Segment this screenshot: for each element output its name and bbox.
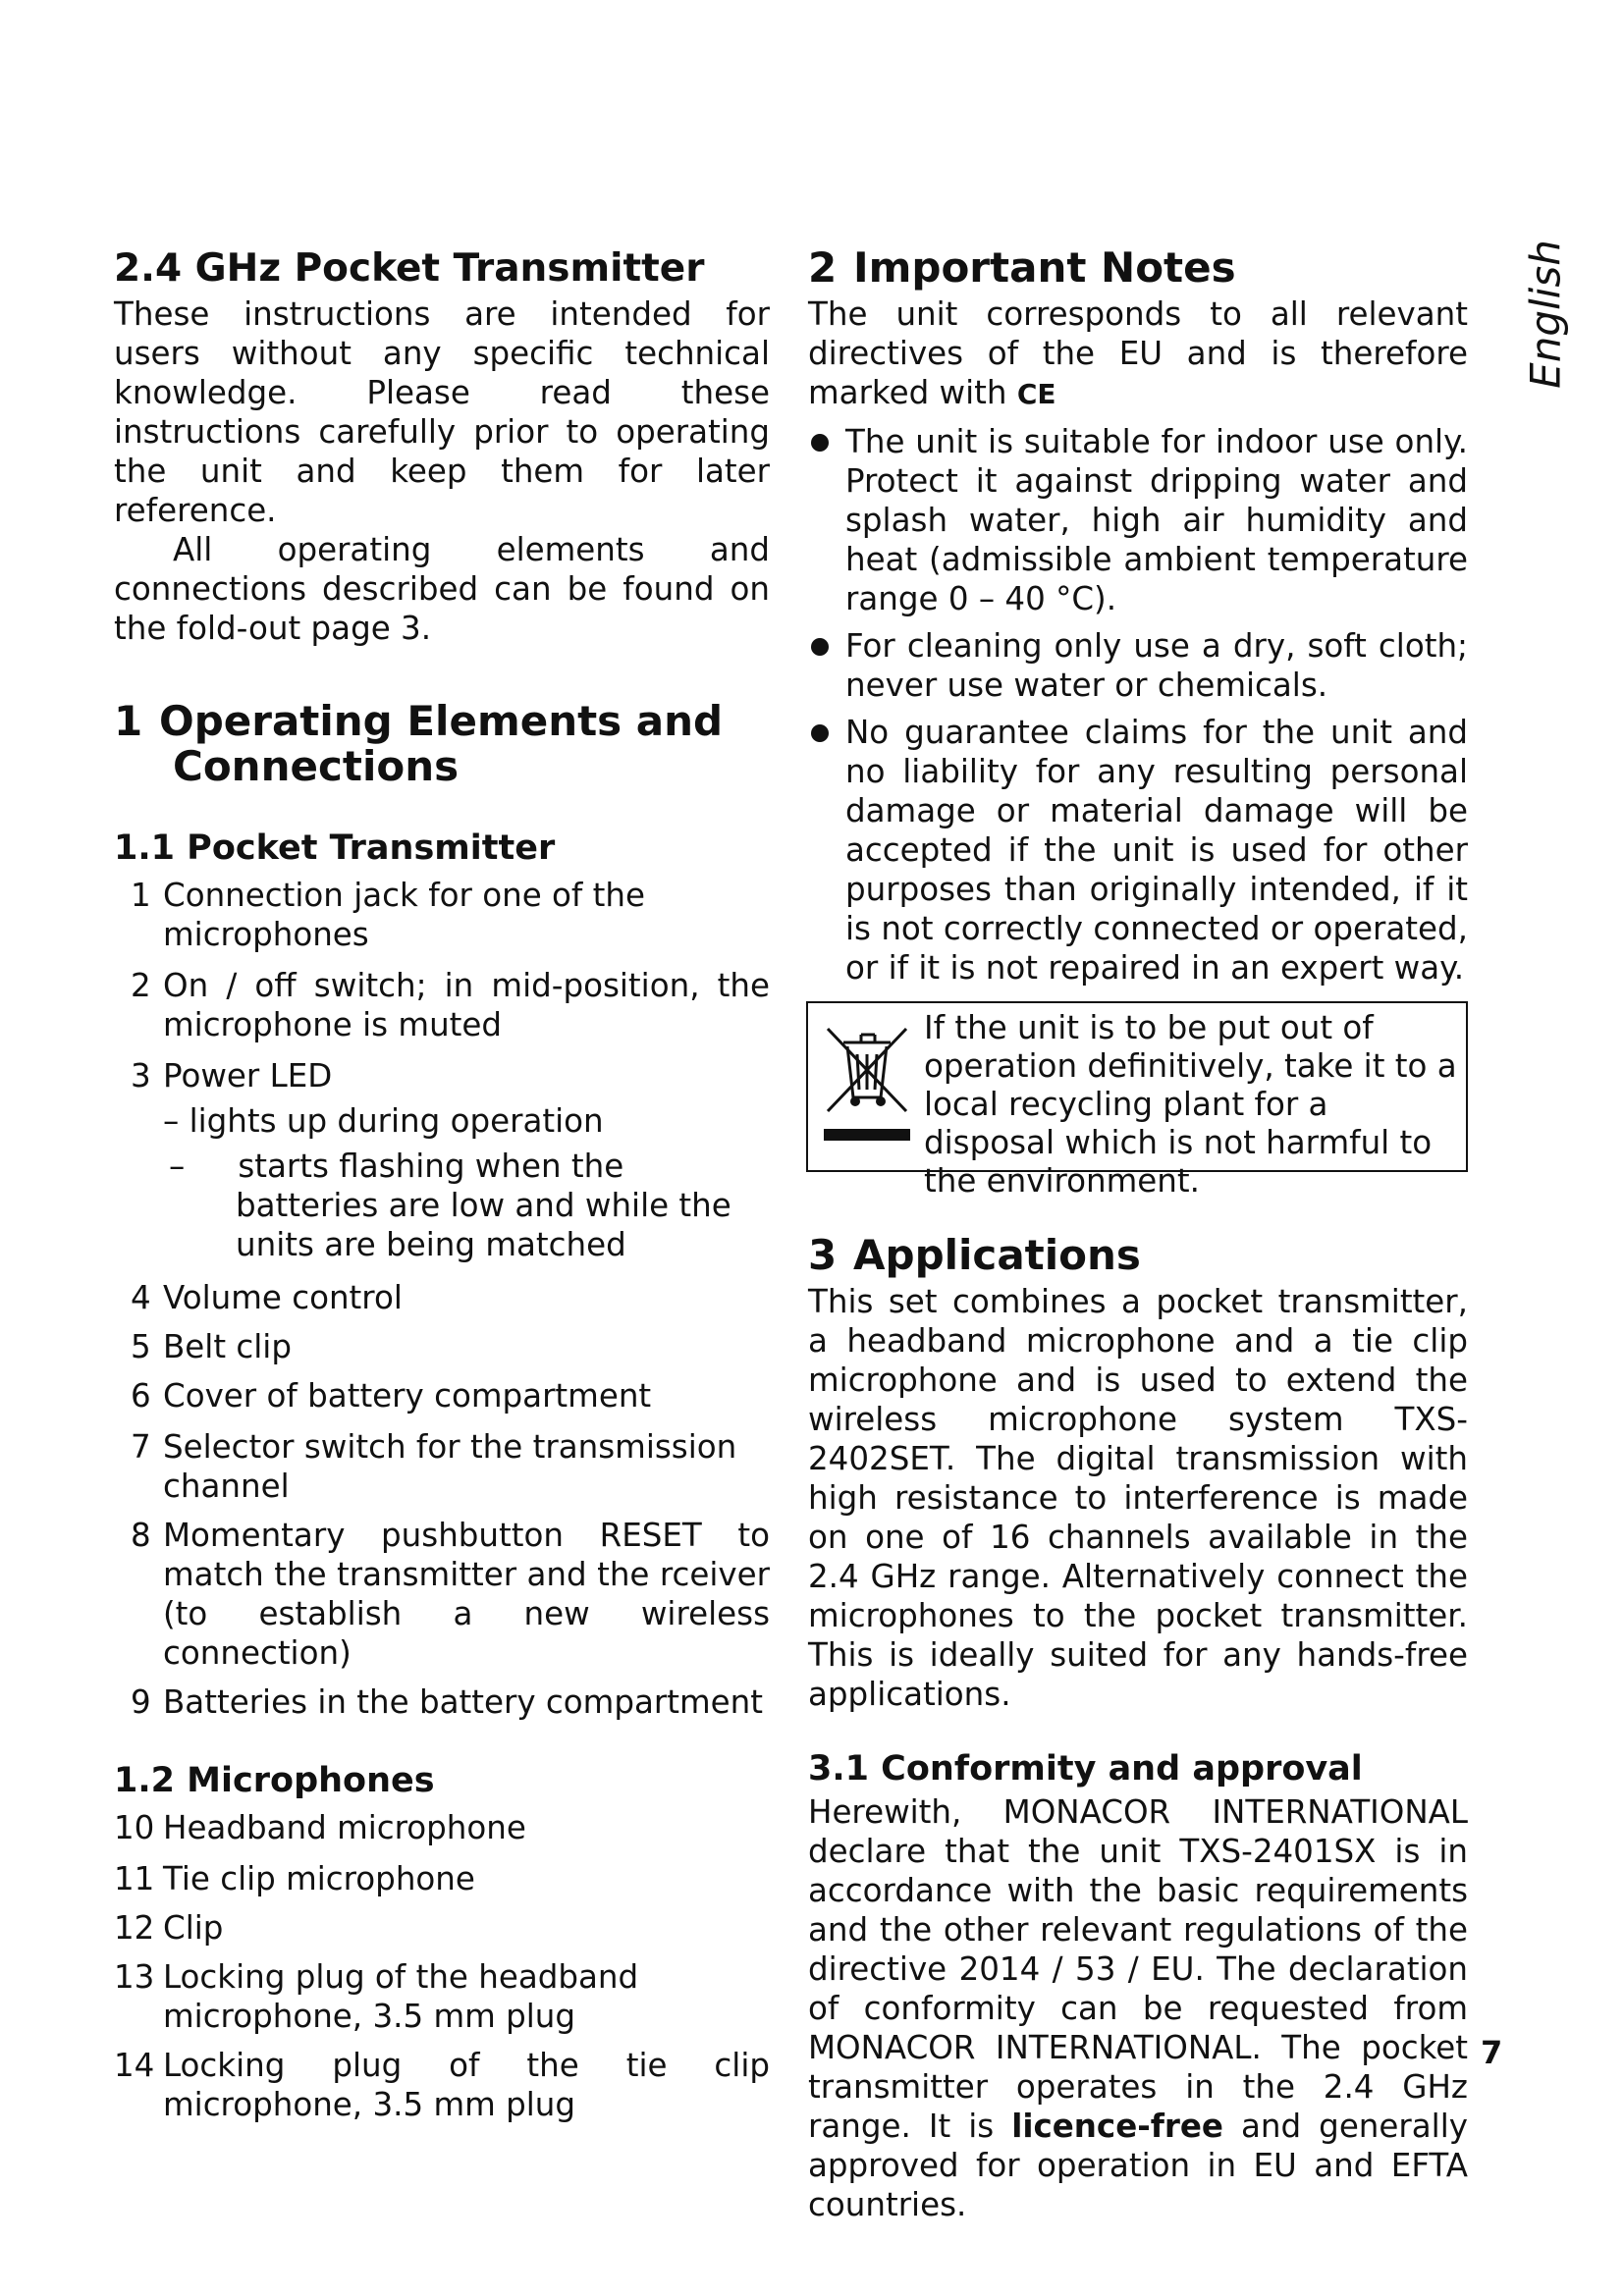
item-number: 12 [114,1909,155,1947]
item-text: Batteries in the battery compartment [163,1683,763,1721]
list-item [114,966,770,1044]
applications-paragraph: This set combines a pocket transmitter, a headband microphone and a tie clip microphone and is used to extend the wireless microphone system TXS-2402SET. The digital transmission with high resistance to interference is made on one of 16 channels available in the 2.4 GHz range. Alternatively connect the microphones to the pocket transmitter. This is ideally suited for any hands-free applications. [808,1283,1468,1713]
bullet-dot [811,724,829,742]
section1-title-line2: Connections [173,742,460,790]
page-number: 7 [1481,2034,1503,2071]
subsection-1-2-heading: 1.2 Microphones [114,1761,435,1800]
conformity-bold: licence-free [1011,2108,1223,2145]
document-title: 2.4 GHz Pocket Transmitter [114,246,705,291]
item-number: 8 [131,1517,151,1554]
list-item [114,1908,770,1948]
item-number: 2 [131,967,151,1004]
list-item [114,1327,770,1366]
section3-heading [808,1233,1468,1278]
right-column [808,245,1468,2224]
language-tab [1510,236,1581,393]
conformity-paragraph [808,1792,1468,2224]
section2-intro [808,294,1468,414]
list-item [114,1516,770,1673]
bullet-dot [811,638,829,656]
item-text: Connection jack for one of the microphones [163,877,646,953]
item-text: Volume control [163,1279,403,1316]
item-number: 3 [131,1057,151,1095]
item-text: Selector switch for the transmission channel [163,1428,737,1505]
item-number: 5 [131,1328,151,1365]
item-number: 7 [131,1428,151,1466]
list-item [114,1427,770,1506]
led-subitem-text: starts flashing when the batteries are low and while the units are being matched [236,1148,731,1263]
subsection-1-1-heading: 1.1 Pocket Transmitter [114,828,556,868]
conformity-text-b: and generally approved for operation in EU and EFTA countries. [808,2108,1468,2223]
item-text: Locking plug of the headband microphone, 3.5 mm plug [163,1958,639,2035]
list-item [114,1808,770,1847]
bullet-item [808,626,1468,705]
item-number: 11 [114,1860,155,1897]
section1-title-line1: Operating Elements and [159,697,724,745]
bullet-text: No guarantee claims for the unit and no liability for any resulting personal damage or material damage will be accepted if the unit is used for other purposes than originally intended, if it is not correctly connected or operated, or if it is not repaired in an expert way. [845,714,1468,987]
list-item [114,1957,770,2036]
led-subitem: – starts flashing when the batteries are low and while the units are being matched [169,1148,731,1263]
item-text: On / off switch; in mid-position, the microphone is muted [163,967,770,1043]
section2-intro-text: The unit corresponds to all relevant directives of the EU and is therefore marked with [808,295,1468,411]
list-item [114,2046,770,2124]
item-number: 14 [114,2047,155,2084]
section3-title: Applications [853,1231,1141,1279]
disposal-notice-box [806,1001,1468,1200]
bullet-dot [811,434,829,452]
bullet-text: For cleaning only use a dry, soft cloth; never use water or chemicals. [845,627,1468,704]
item-number: 4 [131,1279,151,1316]
section2-number: 2 [808,243,838,292]
crossed-out-bin-icon [822,1021,912,1143]
list-item [114,1376,770,1415]
intro-paragraph: These instructions are intended for users without any specific technical knowledge. Please read these instructions carefully prior to operating the unit and keep them for later reference. [114,295,770,529]
language-label: English [1521,240,1570,389]
section1-heading [114,699,770,789]
item-text: Momentary pushbutton RESET to match the transmitter and the rceiver (to establish a new wireless connection) [163,1517,770,1672]
item-text: Headband microphone [163,1809,526,1846]
conformity-text-a: Herewith, MONACOR INTERNATIONAL declare that the unit TXS-2401SX is in accordance with the basic requirements and the other relevant regulations of the directive 2014 / 53 / EU. The declaration of conformity can be requested from MONACOR INTERNATIONAL. The pocket transmitter operates in the 2.4 GHz range. It is [808,1793,1468,2145]
left-column [114,245,770,2124]
ce-mark: CE [1016,378,1056,410]
list-item [114,1859,770,1898]
item-text: Clip [163,1909,224,1947]
list-item [114,1682,770,1722]
item-number: 13 [114,1958,155,1996]
disposal-text: If the unit is to be put out of operation definitively, take it to a local recycling plant for a disposal which is not harmful to the environment. [924,1009,1457,1200]
item-number: 10 [114,1809,155,1846]
bullet-item [808,422,1468,618]
item-number: 1 [131,877,151,914]
item-number: 9 [131,1683,151,1721]
bullet-item [808,713,1468,988]
item-text: Belt clip [163,1328,292,1365]
led-subitem: – lights up during operation [163,1102,604,1140]
item-text: Power LED [163,1057,333,1095]
foldout-note: All operating elements and connections described can be found on the fold-out page 3. [114,531,770,647]
item-text: Tie clip microphone [163,1860,475,1897]
section3-number: 3 [808,1231,838,1279]
section1-number: 1 [114,697,143,745]
item-text: Locking plug of the tie clip microphone, 3.5 mm plug [163,2047,770,2123]
bullet-text: The unit is suitable for indoor use only. Protect it against dripping water and splash water, high air humidity and heat (admissible ambient temperature range 0 – 40 °C). [845,423,1468,617]
list-item [114,876,770,954]
list-item [114,1056,770,1095]
list-item [114,1278,770,1317]
section2-title: Important Notes [853,243,1236,292]
section2-heading [808,245,1468,291]
item-number: 6 [131,1377,151,1415]
subsection-3-1-heading: 3.1 Conformity and approval [808,1749,1363,1789]
item-text: Cover of battery compartment [163,1377,652,1415]
